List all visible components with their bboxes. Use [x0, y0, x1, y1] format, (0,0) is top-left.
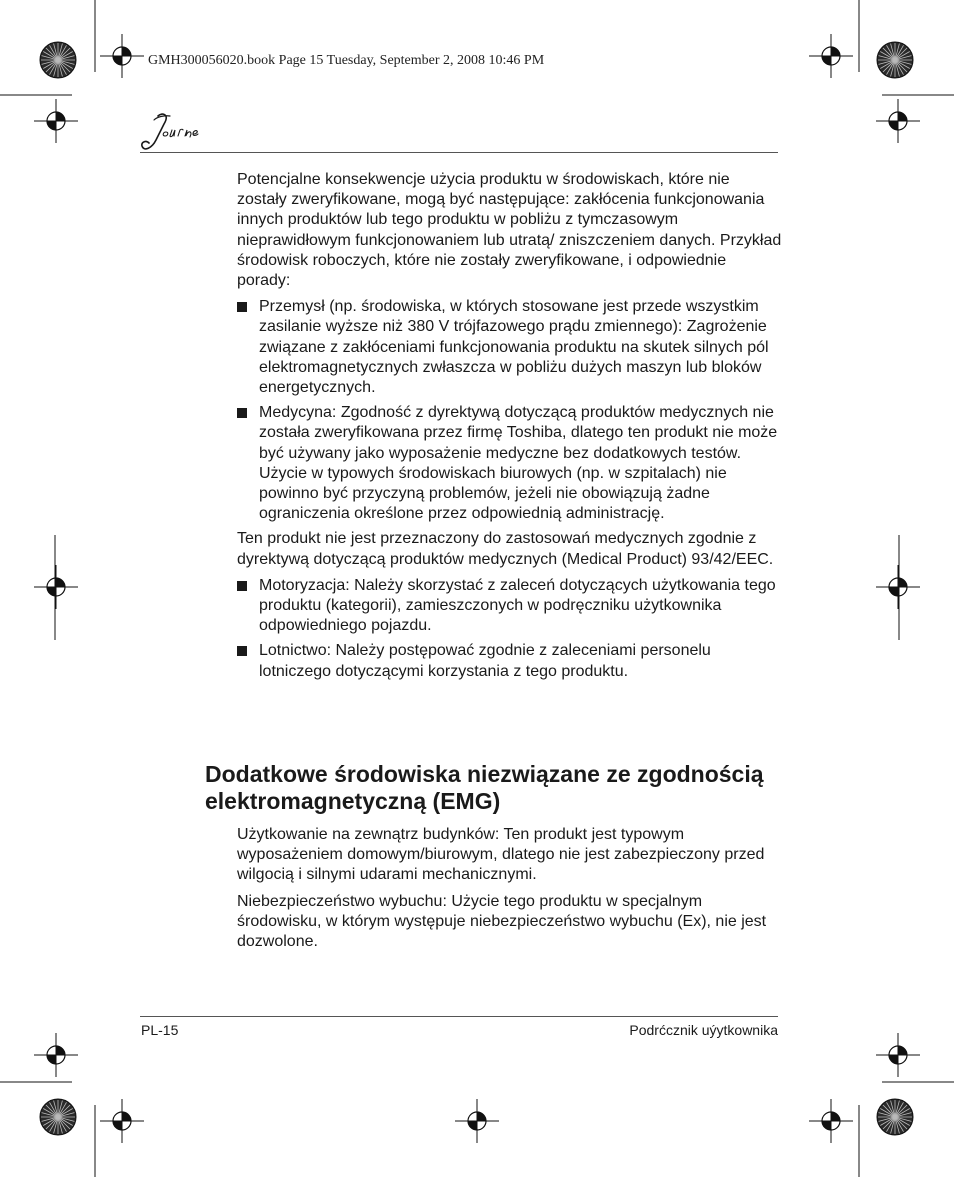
list-item: Lotnictwo: Należy postępować zgodnie z zaleceniami personelu lotniczego dotyczącymi korzystania z tego produktu. — [237, 641, 782, 681]
registration-cross-icon — [34, 565, 78, 609]
print-header: GMH300056020.book Page 15 Tuesday, September 2, 2008 10:46 PM — [148, 53, 545, 68]
starburst-target-icon — [40, 42, 76, 78]
body-text-2 — [237, 825, 782, 958]
registration-cross-icon — [100, 34, 144, 78]
footer-rule — [140, 1016, 778, 1017]
bullet-square-icon — [237, 646, 247, 656]
header-rule — [140, 152, 778, 153]
starburst-target-icon — [40, 1099, 76, 1135]
registration-cross-icon — [876, 565, 920, 609]
section-heading: Dodatkowe środowiska niezwiązane ze zgodnością elektromagnetyczną (EMG) — [205, 761, 764, 814]
intro-paragraph: Potencjalne konsekwencje użycia produktu w środowiskach, które nie zostały zweryfikowane, mogą być następujące: zakłócenia funkcjonowania innych produktów lub tego produktu w pobliżu z tymczasowym nieprawidłowym funkcjonowaniem lub utratą/ zniszczeniem danych. Przykład środowisk roboczych, które nie zostały zweryfikowane, i odpowiednie porady: — [237, 171, 782, 290]
journe-logo — [140, 110, 210, 154]
registration-cross-icon — [876, 1033, 920, 1077]
bullet-square-icon — [237, 408, 247, 418]
outdoor-paragraph: Użytkowanie na zewnątrz budynków: Ten produkt jest typowym wyposażeniem domowym/biurowym, dlatego nie jest zabezpieczony przed wilgocią i silnymi udarami mechanicznymi. — [237, 826, 765, 884]
medical-note: Ten produkt nie jest przeznaczony do zastosowań medycznych zgodnie z dyrektywą dotyczącą produktów medycznych (Medical Product) 93/42/EEC. — [237, 530, 774, 568]
explosion-paragraph: Niebezpieczeństwo wybuchu: Użycie tego produktu w specjalnym środowisku, w którym występuje niebezpieczeństwo wybuchu (Ex), nie jest dozwolone. — [237, 892, 767, 951]
list-item: Przemysł (np. środowiska, w których stosowane jest przede wszystkim zasilanie wyższe niż 380 V trójfazowego prądu zmiennego): Zagrożenie związane z zakłóceniami funkcjonowania produktu na skutek silnych pól elektromagnetycznych zwłaszcza w pobliżu dużych maszyn lub bloków energetycznych. — [237, 297, 782, 398]
list-item: Medycyna: Zgodność z dyrektywą dotyczącą produktów medycznych nie została zweryfikowana przez firmę Toshiba, dlatego ten produkt nie może być używany jako wyposażenie medyczne bez dodatkowych testów. Użycie w typowych środowiskach biurowych (np. w szpitalach) nie powinno być przyczyną problemów, jeżeli nie obowiązują żadne ograniczenia określone przez odpowiednią administrację. — [237, 403, 782, 524]
starburst-target-icon — [877, 1099, 913, 1135]
registration-cross-icon — [455, 1099, 499, 1143]
registration-cross-icon — [809, 1099, 853, 1143]
list-item: Motoryzacja: Należy skorzystać z zaleceń dotyczących użytkowania tego produktu (kategorii), zamieszczonych w podręczniku użytkownika odpowiedniego pojazdu. — [237, 576, 782, 637]
manual-title: Podrćcznik uýytkownika — [629, 1022, 778, 1038]
bullet-square-icon — [237, 581, 247, 591]
starburst-target-icon — [877, 42, 913, 78]
registration-cross-icon — [34, 99, 78, 143]
registration-cross-icon — [809, 34, 853, 78]
registration-cross-icon — [876, 99, 920, 143]
page-number: PL-15 — [141, 1022, 179, 1038]
registration-cross-icon — [100, 1099, 144, 1143]
bullet-square-icon — [237, 302, 247, 312]
body-text — [237, 170, 782, 687]
registration-cross-icon — [34, 1033, 78, 1077]
